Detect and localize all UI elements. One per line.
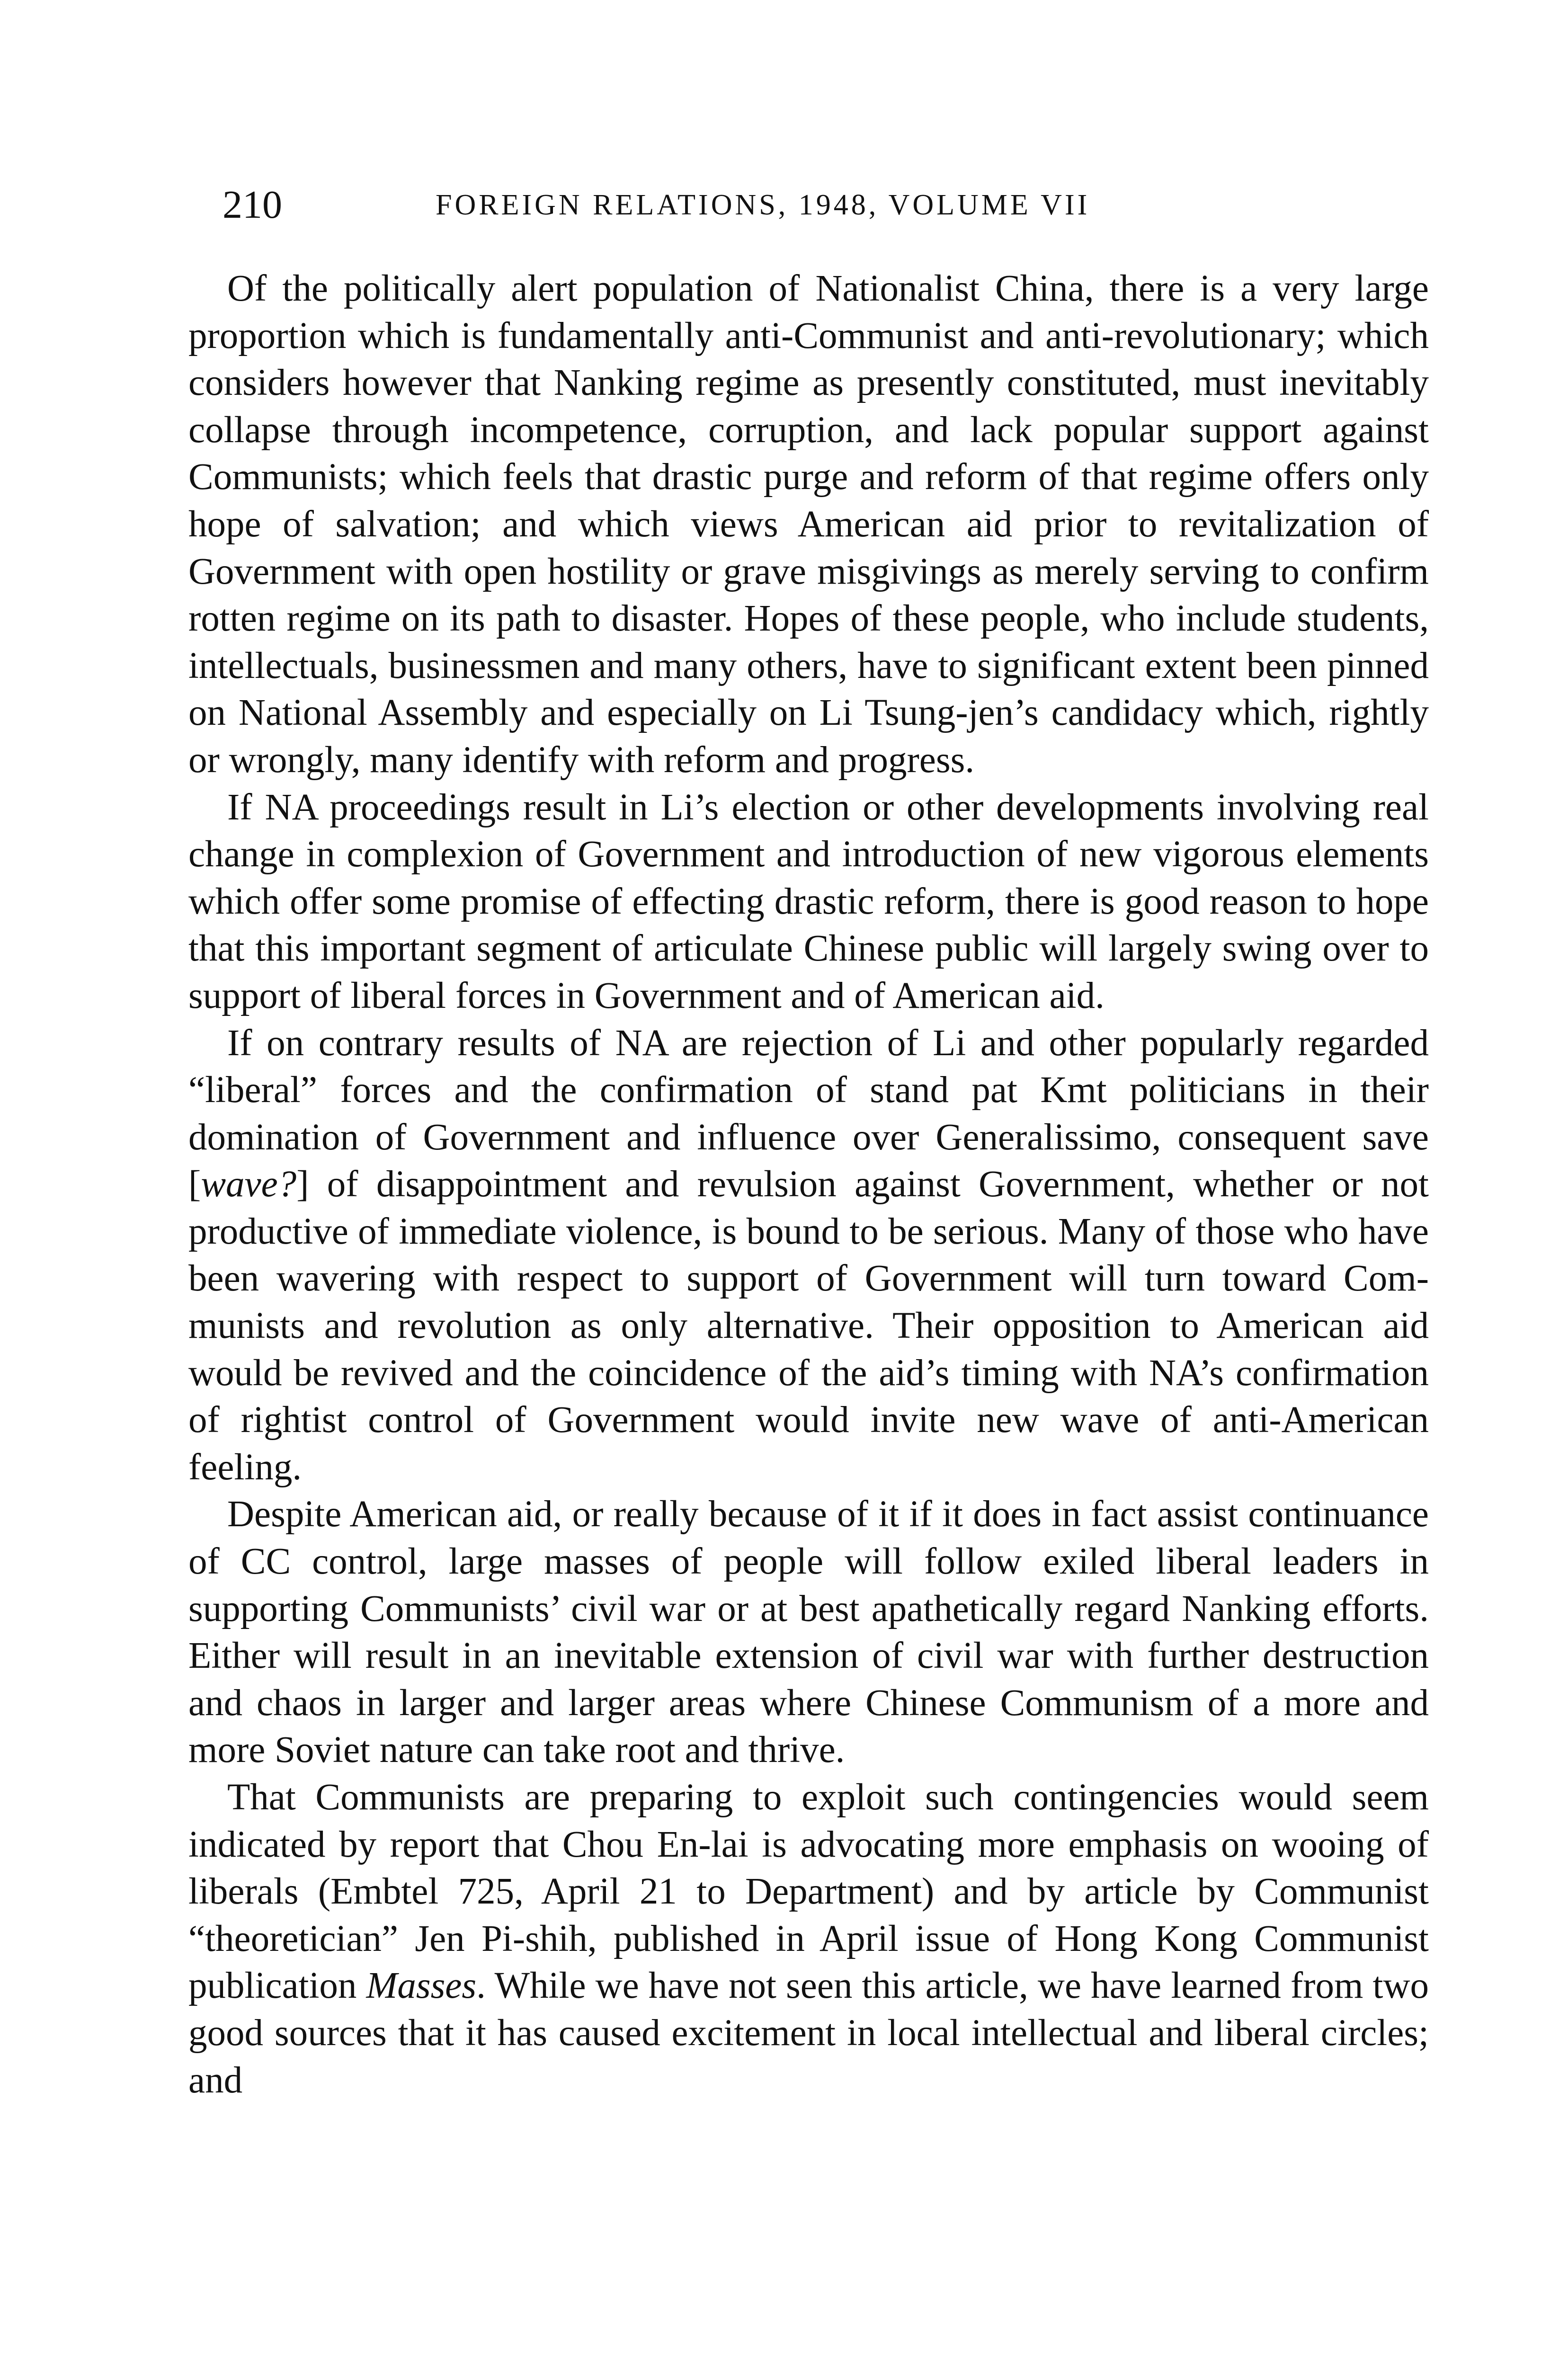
publication-title: Masses: [366, 1965, 477, 2007]
paragraph-5-before: That Communists are preparing to exploit such contingencies would seem indicated by report that Chou En-lai is advocating more emphasis on wooing of liberals (Embtel 725, April 21 to Department) and by article by Communist “theoretician” Jen Pi-shih, published in April issue of Hong Kong Communist publication: [188, 1777, 1429, 2007]
paragraph-4: Despite American aid, or really because of it if it does in fact assist continuance of CC control, large masses of people will follow exiled liberal leaders in supporting Communists’ civil war or at best apathetically regard Nanking efforts. Either will result in an inevitable extension of civil war with further destruction and chaos in larger and larger areas where Chinese Communism of a more and more Soviet nature can take root and thrive.: [188, 1494, 1429, 1771]
paragraph-3-after: ] of disappointment and revulsion against Government, whether or not productive of immediate violence, is bound to be serious. Many of those who have been wavering with respect to support of Government will turn toward Communists and revolution as only alternative. Their opposition to American aid would be revived and the coincidence of the aid’s timing with NA’s confirmation of rightist control of Government would invite new wave of anti-American feeling.: [188, 1164, 1429, 1488]
paragraph-3-before: If on contrary results of NA are rejection of Li and other popularly regarded “liberal” forces and the confirmation of stand pat Kmt politicians in their domination of Government and influence over Generalissimo, consequent save [: [188, 1022, 1429, 1205]
header-title: FOREIGN RELATIONS, 1948, VOLUME VII: [436, 189, 1090, 221]
paragraph-1: Of the politically alert population of Nationalist China, there is a very large proportion which is fundamentally anti-Communist and anti-revolutionary; which considers however that Nanking regime as presently constituted, must inevitably collapse through incompetence, corruption, and lack popular support against Communists; which feels that drastic purge and reform of that regime offers only hope of salvation; and which views American aid prior to revitalization of Government with open hostility or grave misgivings as merely serving to confirm rotten regime on its path to disaster. Hopes of these people, who include students, intellectuals, businessmen and many others, have to significant extent been pinned on National Assembly and especially on Li Tsung-jen’s candidacy which, rightly or wrongly, many identify with reform and progress.: [188, 268, 1429, 781]
paragraph-5-after: . While we have not seen this article, we have learned from two good sources that it has caused excitement in local intellectual and liberal circles; and: [188, 1965, 1429, 2101]
running-header: [223, 179, 1434, 231]
paragraph-5: [188, 1774, 1429, 2104]
body-text: [188, 265, 1429, 2104]
editorial-insertion: wave?: [201, 1164, 297, 1205]
paragraph-2: If NA proceedings result in Li’s election or other developments involving real change in complexion of Government and introduction of new vigorous elements which offer some promise of effecting drastic reform, there is good reason to hope that this important segment of articulate Chinese public will largely swing over to support of liberal forces in Government and of American aid.: [188, 786, 1429, 1016]
paragraph-3: [188, 1020, 1429, 1491]
page-number: 210: [223, 183, 282, 227]
